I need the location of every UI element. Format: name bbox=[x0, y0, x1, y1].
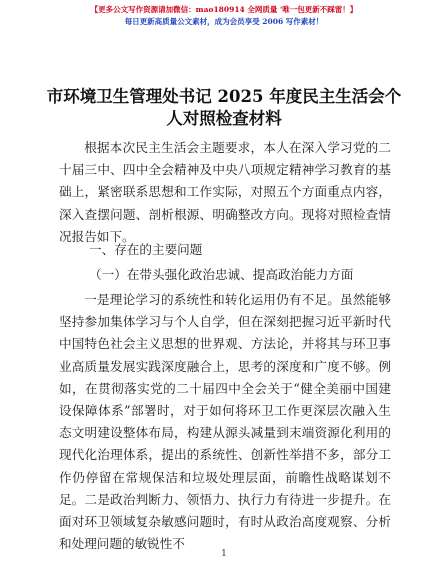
section-heading: 一、存在的主要问题 bbox=[89, 242, 203, 257]
promo-banner-line-1: 【更多公文写作资源请加微信：mao180914 全网质量 '唯一包更新不踩雷！】 bbox=[90, 5, 358, 14]
page-number: 1 bbox=[221, 549, 227, 559]
document-title-line-1: 市环境卫生管理处书记 2025 年度民主生活会个 bbox=[46, 87, 402, 106]
body-paragraph: 一是理论学习的系统性和转化运用仍有不足。虽然能够坚持参加集体学习与个人自学，但在深刻把握习近平新时代中国特色社会主义思想的世界观、方法论，并将其与环卫事业高质量发展实践深度融合上，思考的深度和广度不够。例如，在贯彻落实党的二十届四中全会关于“健全美丽中国建设保障体系”部署时，对于如何将环卫工作更深层次融入生态文明建设整体布局，构建从源头减量到末端资源化利用的现代化治理体系，提出的系统性、创新性举措不多，部分工作仍停留在常规保洁和垃圾处理层面，前瞻性战略谋划不足。二是政治判断力、领悟力、执行力有待进一步提升。在面对环卫领域复杂敏感问题时，有时从政治高度观察、分析和处理问题的敏锐性不 bbox=[59, 292, 391, 552]
document-title-line-2: 人对照检查材料 bbox=[166, 109, 282, 128]
subsection-heading: （一）在带头强化政治忠诚、提高政治能力方面 bbox=[89, 267, 354, 282]
promo-banner-line-2: 每日更新高质量公文素材，成为会员享受 2006 写作素材！ bbox=[124, 17, 324, 26]
intro-paragraph: 根据本次民主生活会主题要求，本人在深入学习党的二十届三中、四中全会精神及中央八项规定精神学习教育的基础上，紧密联系思想和工作实际，对照五个方面重点内容，深入查摆问题、剖析根源、明确整改方向。现将对照检查情况报告如下。 bbox=[59, 140, 391, 244]
